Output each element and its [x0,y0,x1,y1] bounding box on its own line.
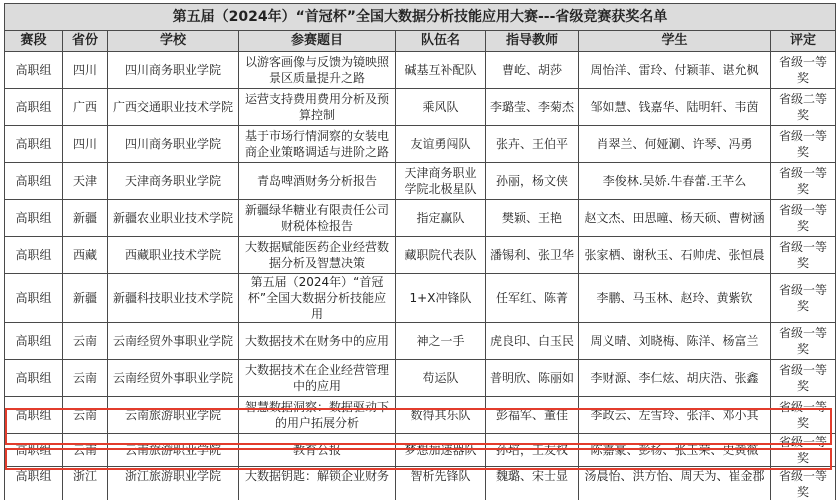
cell-topic: 大数据钥匙：解锁企业财务 [239,467,396,501]
header-students: 学生 [579,31,771,52]
cell-stage: 高职组 [5,274,63,323]
cell-award: 省级一等奖 [771,274,836,323]
cell-school: 西藏职业技术学院 [108,237,239,274]
table-row [5,360,836,397]
cell-stage: 高职组 [5,126,63,163]
cell-award: 省级一等奖 [771,126,836,163]
cell-province: 云南 [63,360,108,397]
cell-students: 陈嘉豪、彭杨、张玉荣、史黄薇 [579,434,771,467]
cell-advisor: 魏璐、宋士显 [486,467,579,501]
cell-school: 四川商务职业学院 [108,52,239,89]
cell-school: 天津商务职业学院 [108,163,239,200]
cell-school: 云南旅游职业学院 [108,434,239,467]
header-province: 省份 [63,31,108,52]
table-row [5,397,836,434]
cell-province: 四川 [63,126,108,163]
cell-school: 云南旅游职业学院 [108,397,239,434]
cell-team: 藏职院代表队 [396,237,486,274]
cell-stage: 高职组 [5,200,63,237]
header-award: 评定 [771,31,836,52]
cell-award: 省级一等奖 [771,397,836,434]
cell-advisor: 李璐莹、李菊杰 [486,89,579,126]
cell-province: 云南 [63,397,108,434]
cell-advisor: 潘锡利、张卫华 [486,237,579,274]
cell-topic: 新疆绿华糖业有限责任公司财税体检报告 [239,200,396,237]
cell-team: 指定赢队 [396,200,486,237]
cell-topic: 基于市场行情洞察的女装电商企业策略调适与进阶之路 [239,126,396,163]
cell-topic: 教育公报 [239,434,396,467]
cell-students: 张家栖、谢秋玉、石帅虎、张恒晨 [579,237,771,274]
cell-stage: 高职组 [5,397,63,434]
cell-advisor: 虎良印、白玉民 [486,323,579,360]
cell-school: 广西交通职业技术学院 [108,89,239,126]
cell-advisor: 张卉、王伯平 [486,126,579,163]
cell-advisor: 孙培，王友权 [486,434,579,467]
cell-students: 周怡洋、雷玲、付颖菲、谌允枫 [579,52,771,89]
cell-award: 省级二等奖 [771,89,836,126]
cell-award: 省级一等奖 [771,200,836,237]
cell-students: 邹如慧、钱嘉华、陆明轩、韦茵 [579,89,771,126]
cell-team: 神之一手 [396,323,486,360]
table-row [5,274,836,323]
header-team: 队伍名 [396,31,486,52]
cell-advisor: 曹屹、胡莎 [486,52,579,89]
cell-school: 四川商务职业学院 [108,126,239,163]
cell-award: 省级一等奖 [771,52,836,89]
cell-school: 云南经贸外事职业学院 [108,360,239,397]
cell-province: 新疆 [63,274,108,323]
cell-students: 周义晴、刘晓梅、陈洋、杨富兰 [579,323,771,360]
cell-advisor: 普明欣、陈丽如 [486,360,579,397]
cell-students: 李俊林.吴娇.牛春蕾.王芊么 [579,163,771,200]
header-advisor: 指导教师 [486,31,579,52]
table-row [5,323,836,360]
cell-province: 四川 [63,52,108,89]
cell-team: 数得其乐队 [396,397,486,434]
cell-stage: 高职组 [5,434,63,467]
cell-students: 肖翠兰、何娅涮、许琴、冯勇 [579,126,771,163]
cell-team: 苟运队 [396,360,486,397]
cell-team: 1+X冲锋队 [396,274,486,323]
cell-topic: 以游客画像与反馈为镜映照景区质量提升之路 [239,52,396,89]
cell-students: 李鹏、马玉林、赵玲、黄紫钦 [579,274,771,323]
table-row [5,89,836,126]
cell-team: 友谊勇闯队 [396,126,486,163]
table-row [5,434,836,467]
award-table [4,3,836,500]
cell-topic: 智慧数据洞察：数据驱动下的用户拓展分析 [239,397,396,434]
cell-topic: 青岛啤酒财务分析报告 [239,163,396,200]
cell-topic: 运营支持费用费用分析及预算控制 [239,89,396,126]
cell-award: 省级一等奖 [771,323,836,360]
table-row [5,237,836,274]
cell-topic: 第五届（2024年）“首冠杯”全国大数据分析技能应用 [239,274,396,323]
table-row [5,163,836,200]
cell-team: 智析先锋队 [396,467,486,501]
cell-province: 云南 [63,434,108,467]
cell-province: 新疆 [63,200,108,237]
header-row [5,31,836,52]
cell-stage: 高职组 [5,360,63,397]
cell-team: 天津商务职业学院北极星队 [396,163,486,200]
table-row [5,200,836,237]
cell-stage: 高职组 [5,237,63,274]
table-row [5,52,836,89]
cell-province: 浙江 [63,467,108,501]
cell-stage: 高职组 [5,163,63,200]
cell-students: 赵文杰、田思曈、杨天硕、曹树涵 [579,200,771,237]
cell-school: 新疆科技职业技术学院 [108,274,239,323]
cell-students: 汤晨怡、洪方怡、周天为、崔金郡 [579,467,771,501]
cell-province: 云南 [63,323,108,360]
cell-stage: 高职组 [5,467,63,501]
cell-award: 省级一等奖 [771,434,836,467]
table-title: 第五届（2024年）“首冠杯”全国大数据分析技能应用大赛---省级竞赛获奖名单 [5,4,836,31]
cell-province: 广西 [63,89,108,126]
cell-advisor: 樊颖、王艳 [486,200,579,237]
cell-team: 梦想加速器队 [396,434,486,467]
cell-award: 省级一等奖 [771,163,836,200]
cell-award: 省级一等奖 [771,467,836,501]
cell-province: 西藏 [63,237,108,274]
cell-topic: 大数据技术在企业经营管理中的应用 [239,360,396,397]
cell-province: 天津 [63,163,108,200]
cell-advisor: 彭福军、董佳 [486,397,579,434]
cell-stage: 高职组 [5,323,63,360]
award-list-sheet [4,3,835,500]
cell-advisor: 任军红、陈菁 [486,274,579,323]
header-topic: 参赛题目 [239,31,396,52]
cell-topic: 大数据赋能医药企业经营数据分析及智慧决策 [239,237,396,274]
cell-stage: 高职组 [5,89,63,126]
cell-team: 乘风队 [396,89,486,126]
header-school: 学校 [108,31,239,52]
cell-stage: 高职组 [5,52,63,89]
cell-award: 省级一等奖 [771,237,836,274]
cell-team: 碱基互补配队 [396,52,486,89]
header-stage: 赛段 [5,31,63,52]
cell-school: 浙江旅游职业学院 [108,467,239,501]
cell-school: 新疆农业职业技术学院 [108,200,239,237]
table-row [5,467,836,501]
cell-school: 云南经贸外事职业学院 [108,323,239,360]
cell-advisor: 孙丽，杨文侠 [486,163,579,200]
table-row [5,126,836,163]
cell-award: 省级一等奖 [771,360,836,397]
cell-students: 李财源、李仁炫、胡庆浩、张鑫 [579,360,771,397]
cell-students: 李政云、左雪玲、张洋、邓小其 [579,397,771,434]
cell-topic: 大数据技术在财务中的应用 [239,323,396,360]
